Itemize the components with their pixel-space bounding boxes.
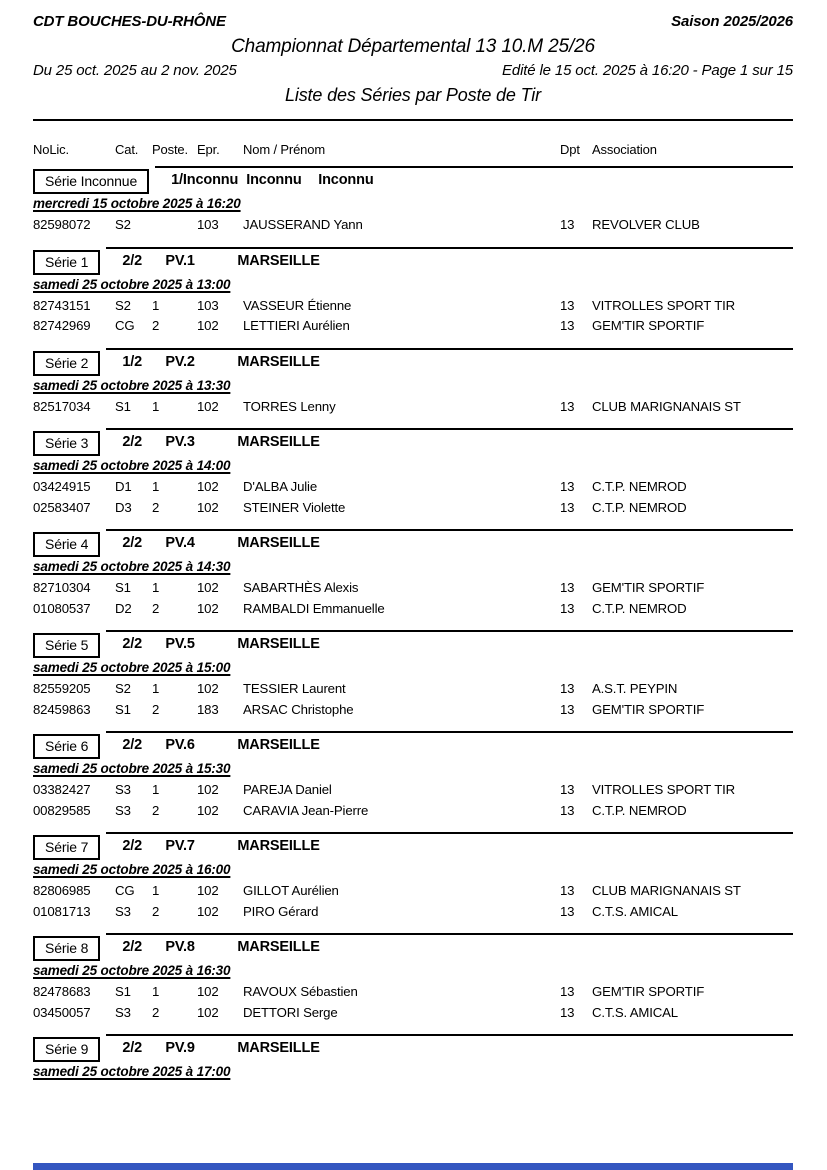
series-list <box>33 166 793 1079</box>
column-header-poste: Poste. <box>152 142 188 157</box>
cell-poste: 2 <box>152 318 160 333</box>
cell-name: D'ALBA Julie <box>243 479 318 494</box>
cell-name: PAREJA Daniel <box>243 782 332 797</box>
series-count: 2/2 <box>122 535 143 551</box>
series-section <box>33 166 793 238</box>
series-header-info <box>106 630 793 652</box>
org-title: CDT BOUCHES-DU-RHÔNE <box>33 13 226 30</box>
series-header <box>33 348 793 374</box>
series-header-info <box>106 428 793 450</box>
table-row <box>33 1005 793 1026</box>
series-rows <box>33 479 793 520</box>
cell-dpt: 13 <box>560 600 575 616</box>
cell-name: RAMBALDI Emmanuelle <box>243 600 385 616</box>
series-city: MARSEILLE <box>237 434 320 450</box>
cell-name: CARAVIA Jean-Pierre <box>243 802 369 818</box>
series-city: MARSEILLE <box>237 353 320 370</box>
cell-category: S1 <box>115 984 131 999</box>
cell-poste: 2 <box>152 802 160 818</box>
series-date: samedi 25 octobre 2025 à 15:00 <box>33 660 231 675</box>
cell-poste: 2 <box>152 701 160 717</box>
cell-category: D3 <box>115 499 132 515</box>
series-rows <box>33 217 793 238</box>
cell-poste: 2 <box>152 903 160 919</box>
cell-license: 82459863 <box>33 701 91 717</box>
date-range: Du 25 oct. 2025 au 2 nov. 2025 <box>33 62 237 79</box>
cell-poste: 2 <box>152 600 160 616</box>
cell-dpt: 13 <box>560 701 575 717</box>
cell-association: C.T.S. AMICAL <box>592 903 678 919</box>
column-header-epreuve: Epr. <box>197 142 220 157</box>
series-label: Série 1 <box>45 253 89 270</box>
cell-epreuve: 102 <box>197 1004 219 1020</box>
cell-license: 01080537 <box>33 600 91 616</box>
cell-license: 82517034 <box>33 398 91 414</box>
cell-category: S2 <box>115 297 131 313</box>
column-header-name: Nom / Prénom <box>243 142 326 157</box>
series-date: mercredi 15 octobre 2025 à 16:20 <box>33 196 241 211</box>
series-date: samedi 25 octobre 2025 à 16:00 <box>33 862 231 877</box>
cell-dpt: 13 <box>560 883 575 898</box>
cell-category: S1 <box>115 701 131 717</box>
cell-poste: 1 <box>152 398 160 414</box>
column-header-license: NoLic. <box>33 142 69 157</box>
table-row <box>33 318 793 339</box>
column-header-association: Association <box>592 142 657 157</box>
series-header-info <box>106 348 793 370</box>
page-title: Championnat Départemental 13 10.M 25/26 <box>231 36 595 57</box>
series-count: 1/Inconnu <box>171 172 239 188</box>
series-header <box>33 731 793 757</box>
cell-epreuve: 102 <box>197 883 219 898</box>
series-poste: PV.3 <box>165 434 195 450</box>
series-section <box>33 529 793 621</box>
cell-category: S3 <box>115 802 131 818</box>
series-poste: PV.9 <box>165 1040 195 1056</box>
table-row <box>33 217 793 238</box>
series-poste: PV.2 <box>165 353 195 370</box>
series-label-box <box>33 532 100 557</box>
cell-association: GEM'TIR SPORTIF <box>592 318 705 333</box>
cell-category: D2 <box>115 600 132 616</box>
series-label-box <box>33 431 100 456</box>
cell-license: 03382427 <box>33 782 91 797</box>
cell-category: S3 <box>115 1004 131 1020</box>
cell-dpt: 13 <box>560 479 575 494</box>
series-header <box>33 1034 793 1060</box>
cell-association: REVOLVER CLUB <box>592 217 700 232</box>
document-meta-row <box>33 62 793 79</box>
series-section <box>33 832 793 924</box>
series-label: Série 8 <box>45 940 89 956</box>
series-date: samedi 25 octobre 2025 à 13:00 <box>33 276 231 292</box>
series-section <box>33 247 793 339</box>
cell-epreuve: 102 <box>197 782 219 797</box>
series-rows <box>33 681 793 722</box>
cell-license: 82743151 <box>33 297 91 313</box>
series-section <box>33 428 793 520</box>
cell-license: 82806985 <box>33 883 91 898</box>
cell-association: A.S.T. PEYPIN <box>592 681 678 696</box>
cell-epreuve: 102 <box>197 318 219 333</box>
cell-name: DETTORI Serge <box>243 1004 338 1020</box>
series-poste: PV.6 <box>165 737 195 753</box>
cell-poste: 1 <box>152 580 160 595</box>
cell-poste: 1 <box>152 479 160 494</box>
cell-category: CG <box>115 883 135 898</box>
series-header <box>33 428 793 454</box>
table-row <box>33 681 793 702</box>
cell-name: TORRES Lenny <box>243 398 336 414</box>
cell-license: 82598072 <box>33 217 91 232</box>
series-header <box>33 166 793 192</box>
table-row <box>33 984 793 1005</box>
edited-info: Edité le 15 oct. 2025 à 16:20 - Page 1 sur 15 <box>502 62 793 79</box>
series-section <box>33 630 793 722</box>
cell-poste: 1 <box>152 681 160 696</box>
cell-name: RAVOUX Sébastien <box>243 984 358 999</box>
cell-association: CLUB MARIGNANAIS ST <box>592 398 741 414</box>
series-count: 2/2 <box>122 636 143 652</box>
cell-name: JAUSSERAND Yann <box>243 217 363 232</box>
cell-name: TESSIER Laurent <box>243 681 346 696</box>
cell-license: 02583407 <box>33 499 91 515</box>
series-rows <box>33 399 793 420</box>
series-label: Série 3 <box>45 435 89 451</box>
cell-license: 03424915 <box>33 479 91 494</box>
cell-dpt: 13 <box>560 318 575 333</box>
series-poste: PV.5 <box>165 636 195 652</box>
cell-poste: 2 <box>152 499 160 515</box>
series-header <box>33 630 793 656</box>
series-header <box>33 529 793 555</box>
series-city: MARSEILLE <box>237 636 320 652</box>
series-rows <box>33 298 793 339</box>
cell-category: CG <box>115 318 135 333</box>
series-header-info <box>106 247 793 269</box>
series-header <box>33 832 793 858</box>
series-date: samedi 25 octobre 2025 à 14:00 <box>33 458 231 473</box>
cell-dpt: 13 <box>560 984 575 999</box>
series-count: 2/2 <box>122 939 143 955</box>
series-poste: Inconnu <box>246 172 302 188</box>
cell-association: GEM'TIR SPORTIF <box>592 701 705 717</box>
series-city: MARSEILLE <box>237 1040 320 1056</box>
series-date: samedi 25 octobre 2025 à 17:00 <box>33 1064 231 1079</box>
cell-epreuve: 103 <box>197 217 219 232</box>
series-count: 2/2 <box>122 252 143 269</box>
cell-license: 82478683 <box>33 984 91 999</box>
table-row <box>33 803 793 824</box>
header-rule <box>33 119 793 121</box>
column-headers <box>33 142 793 157</box>
series-city: Inconnu <box>318 172 374 188</box>
series-label-box <box>33 351 100 376</box>
table-row <box>33 500 793 521</box>
table-row <box>33 298 793 319</box>
cell-dpt: 13 <box>560 903 575 919</box>
series-label-box <box>33 835 100 860</box>
cell-epreuve: 183 <box>197 701 219 717</box>
cell-epreuve: 102 <box>197 984 219 999</box>
series-rows <box>33 782 793 823</box>
cell-epreuve: 102 <box>197 600 219 616</box>
series-section <box>33 348 793 420</box>
cell-name: LETTIERI Aurélien <box>243 318 350 333</box>
cell-category: S2 <box>115 681 131 696</box>
cell-name: PIRO Gérard <box>243 903 319 919</box>
document-header-row <box>33 13 793 30</box>
series-rows <box>33 883 793 924</box>
cell-category: S3 <box>115 903 131 919</box>
series-header-info <box>106 529 793 551</box>
series-label: Série Inconnue <box>45 173 138 189</box>
series-poste: PV.8 <box>165 939 195 955</box>
series-label: Série 6 <box>45 738 89 754</box>
cell-epreuve: 102 <box>197 499 219 515</box>
cell-category: D1 <box>115 479 132 494</box>
cell-epreuve: 102 <box>197 398 219 414</box>
series-poste: PV.1 <box>165 252 195 269</box>
cell-name: SABARTHÈS Alexis <box>243 580 359 595</box>
series-label: Série 4 <box>45 536 89 552</box>
table-row <box>33 399 793 420</box>
footer-bar <box>33 1163 793 1170</box>
table-row <box>33 883 793 904</box>
cell-name: VASSEUR Étienne <box>243 297 352 313</box>
series-count: 2/2 <box>122 1040 143 1056</box>
cell-association: GEM'TIR SPORTIF <box>592 984 705 999</box>
cell-dpt: 13 <box>560 580 575 595</box>
cell-poste: 1 <box>152 782 160 797</box>
cell-association: VITROLLES SPORT TIR <box>592 782 735 797</box>
cell-name: STEINER Violette <box>243 499 346 515</box>
series-rows <box>33 580 793 621</box>
series-label-box <box>33 734 100 759</box>
series-date: samedi 25 octobre 2025 à 15:30 <box>33 761 231 776</box>
series-section <box>33 731 793 823</box>
season-label: Saison 2025/2026 <box>671 13 793 30</box>
series-header-info <box>106 731 793 753</box>
series-label: Série 9 <box>45 1041 89 1057</box>
cell-association: C.T.P. NEMROD <box>592 600 687 616</box>
series-city: MARSEILLE <box>237 535 320 551</box>
series-city: MARSEILLE <box>237 737 320 753</box>
cell-license: 82559205 <box>33 681 91 696</box>
table-row <box>33 601 793 622</box>
cell-epreuve: 102 <box>197 681 219 696</box>
cell-license: 82742969 <box>33 318 91 333</box>
series-count: 2/2 <box>122 434 143 450</box>
table-row <box>33 904 793 925</box>
cell-license: 00829585 <box>33 802 91 818</box>
cell-epreuve: 102 <box>197 479 219 494</box>
cell-category: S1 <box>115 580 131 595</box>
cell-poste: 1 <box>152 984 160 999</box>
cell-name: ARSAC Christophe <box>243 701 354 717</box>
cell-poste: 1 <box>152 297 160 313</box>
series-label-box <box>33 169 149 194</box>
series-header <box>33 247 793 273</box>
series-header <box>33 933 793 959</box>
series-date: samedi 25 octobre 2025 à 16:30 <box>33 963 231 978</box>
cell-epreuve: 102 <box>197 903 219 919</box>
table-row <box>33 479 793 500</box>
cell-dpt: 13 <box>560 499 575 515</box>
cell-dpt: 13 <box>560 802 575 818</box>
cell-association: GEM'TIR SPORTIF <box>592 580 705 595</box>
cell-dpt: 13 <box>560 398 575 414</box>
series-count: 1/2 <box>122 353 143 370</box>
series-label-box <box>33 1037 100 1062</box>
cell-poste: 2 <box>152 1004 160 1020</box>
series-label: Série 7 <box>45 839 89 855</box>
cell-license: 82710304 <box>33 580 91 595</box>
cell-association: CLUB MARIGNANAIS ST <box>592 883 741 898</box>
series-city: MARSEILLE <box>237 939 320 955</box>
series-poste: PV.7 <box>165 838 195 854</box>
cell-category: S1 <box>115 398 131 414</box>
column-header-category: Cat. <box>115 142 139 157</box>
series-header-info <box>106 1034 793 1056</box>
cell-dpt: 13 <box>560 681 575 696</box>
table-row <box>33 782 793 803</box>
cell-poste: 1 <box>152 883 160 898</box>
cell-category: S2 <box>115 217 131 232</box>
series-section <box>33 933 793 1025</box>
series-city: MARSEILLE <box>237 252 320 269</box>
cell-epreuve: 102 <box>197 580 219 595</box>
cell-dpt: 13 <box>560 782 575 797</box>
series-label: Série 2 <box>45 354 89 371</box>
series-count: 2/2 <box>122 737 143 753</box>
cell-association: VITROLLES SPORT TIR <box>592 297 735 313</box>
cell-association: C.T.S. AMICAL <box>592 1004 678 1020</box>
cell-license: 03450057 <box>33 1004 91 1020</box>
table-row <box>33 702 793 723</box>
cell-dpt: 13 <box>560 217 575 232</box>
cell-association: C.T.P. NEMROD <box>592 479 687 494</box>
series-header-info <box>155 166 793 188</box>
cell-association: C.T.P. NEMROD <box>592 802 687 818</box>
series-city: MARSEILLE <box>237 838 320 854</box>
series-count: 2/2 <box>122 838 143 854</box>
series-date: samedi 25 octobre 2025 à 13:30 <box>33 377 231 393</box>
series-section <box>33 1034 793 1079</box>
series-poste: PV.4 <box>165 535 195 551</box>
series-header-info <box>106 933 793 955</box>
table-row <box>33 580 793 601</box>
cell-association: C.T.P. NEMROD <box>592 499 687 515</box>
cell-name: GILLOT Aurélien <box>243 883 339 898</box>
cell-category: S3 <box>115 782 131 797</box>
cell-license: 01081713 <box>33 903 91 919</box>
page-subtitle: Liste des Séries par Poste de Tir <box>284 85 541 105</box>
column-header-dpt: Dpt <box>560 142 580 157</box>
series-date: samedi 25 octobre 2025 à 14:30 <box>33 559 231 574</box>
series-label: Série 5 <box>45 637 89 653</box>
series-label-box <box>33 936 100 961</box>
cell-epreuve: 102 <box>197 802 219 818</box>
cell-dpt: 13 <box>560 1004 575 1020</box>
series-label-box <box>33 633 100 658</box>
cell-epreuve: 103 <box>197 297 219 313</box>
series-header-info <box>106 832 793 854</box>
cell-dpt: 13 <box>560 297 575 313</box>
series-label-box <box>33 250 100 275</box>
series-rows <box>33 984 793 1025</box>
